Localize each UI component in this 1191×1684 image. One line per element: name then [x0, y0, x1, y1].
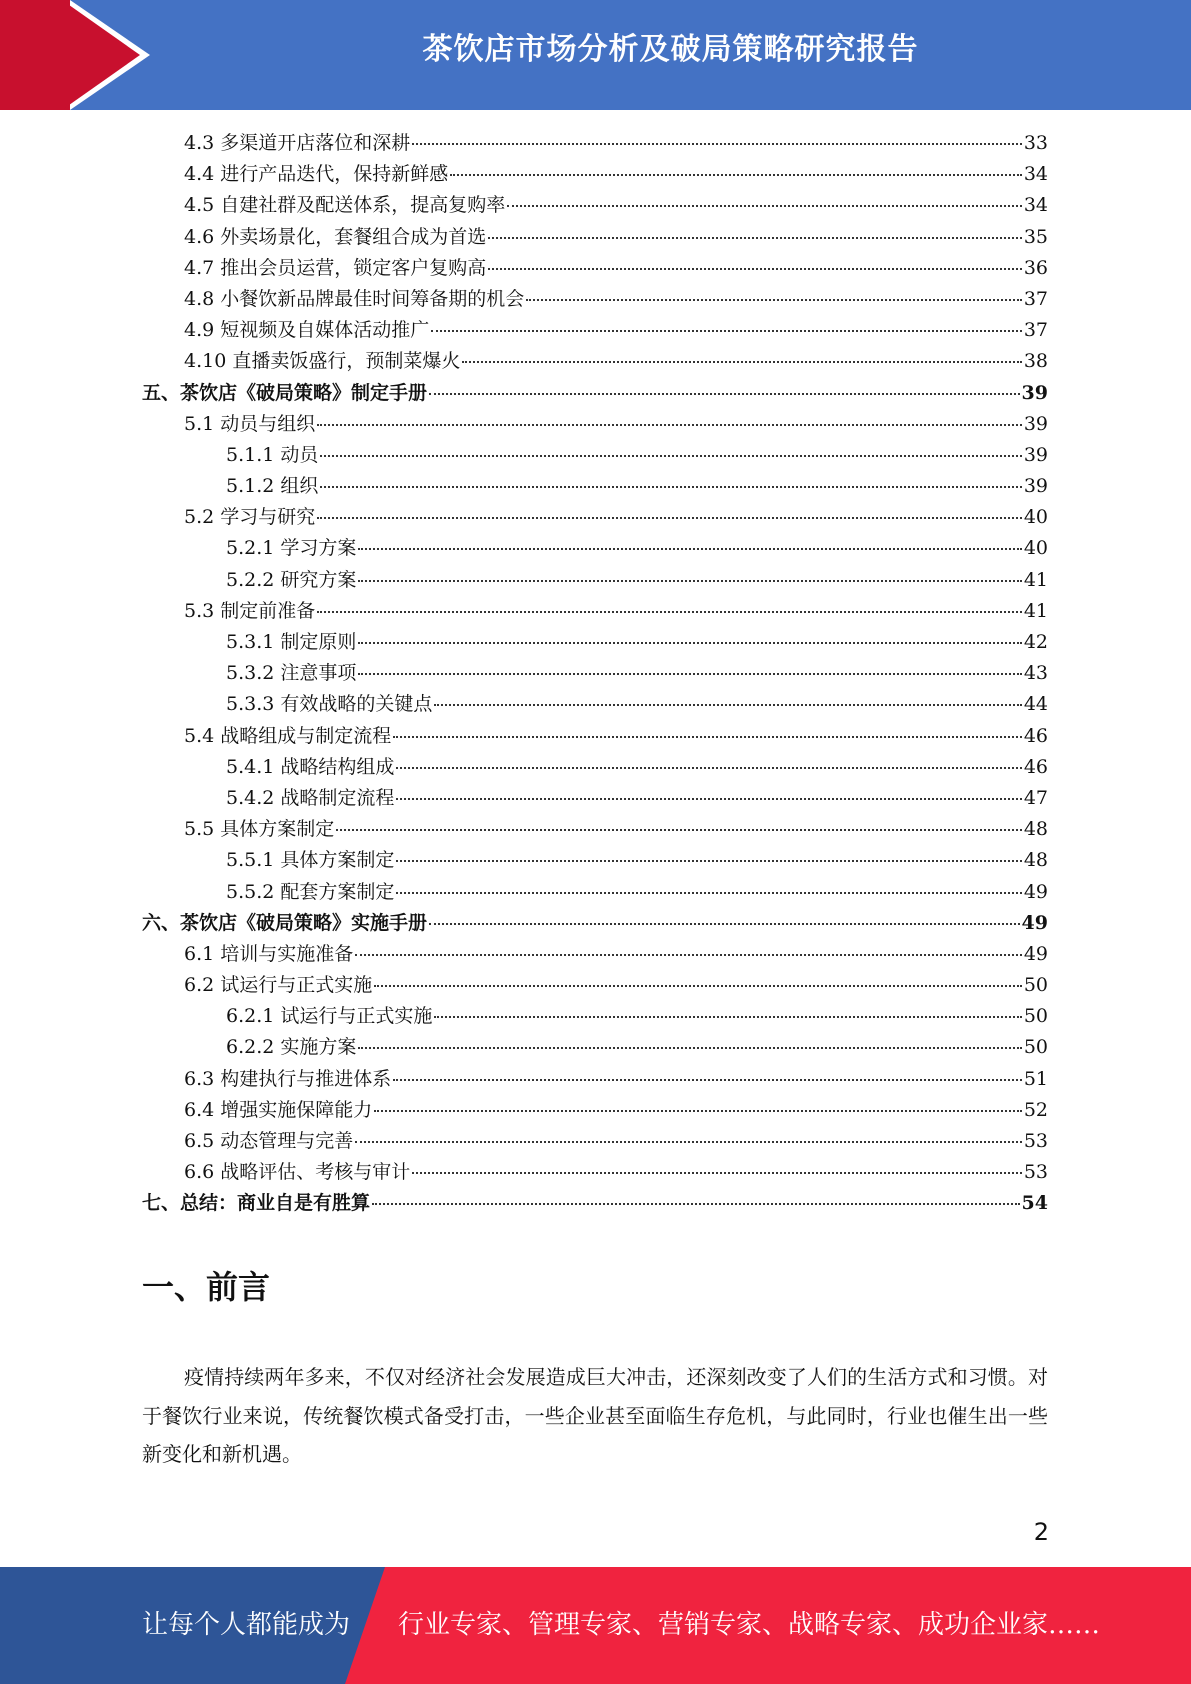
toc-leader-dots — [507, 205, 1022, 207]
document-title: 茶饮店市场分析及破局策略研究报告 — [422, 32, 919, 67]
toc-entry-title: 注意事项 — [280, 662, 357, 685]
toc-entry-title: 学习与研究 — [220, 506, 316, 529]
toc-leader-dots — [358, 642, 1021, 644]
toc-entry-page: 37 — [1023, 287, 1048, 310]
toc-leader-dots — [396, 892, 1021, 894]
toc-entry-title: 学习方案 — [280, 537, 357, 560]
toc-entry[interactable] — [142, 721, 1048, 752]
toc-entry-label — [184, 315, 429, 342]
toc-leader-dots — [358, 580, 1021, 582]
toc-leader-dots — [434, 1016, 1021, 1018]
toc-leader-dots — [317, 424, 1022, 426]
toc-entry-page: 48 — [1023, 849, 1048, 872]
toc-entry-title: 动员 — [280, 443, 319, 466]
toc-entry-number: 5.1.2 — [226, 475, 275, 498]
toc-entry-number: 5.4.1 — [226, 755, 275, 778]
toc-leader-dots — [336, 829, 1022, 831]
toc-entry-number: 4.6 — [184, 225, 215, 248]
toc-entry-title: 五、茶饮店《破局策略》制定手册 — [142, 381, 428, 404]
toc-entry-page: 39 — [1023, 412, 1048, 435]
toc-entry-label — [184, 502, 315, 529]
toc-entry[interactable] — [142, 346, 1048, 377]
toc-leader-dots — [372, 1203, 1020, 1205]
toc-entry-title: 自建社群及配送体系，提高复购率 — [220, 194, 506, 217]
toc-entry-number: 6.4 — [184, 1098, 215, 1121]
toc-entry-title: 具体方案制定 — [280, 849, 395, 872]
toc-entry-label — [184, 1157, 410, 1184]
toc-entry-label — [184, 814, 334, 841]
toc-entry-label — [184, 970, 372, 997]
toc-entry-label — [184, 596, 315, 623]
toc-entry-number: 4.4 — [184, 163, 215, 186]
toc-entry-number: 4.8 — [184, 287, 215, 310]
toc-leader-dots — [412, 1172, 1022, 1174]
toc-entry-title: 战略结构组成 — [280, 755, 395, 778]
toc-entry-page: 40 — [1023, 506, 1048, 529]
page-header — [0, 0, 1191, 110]
toc-leader-dots — [358, 1047, 1021, 1049]
toc-leader-dots — [320, 455, 1021, 457]
toc-entry-label — [226, 471, 318, 498]
toc-entry-page: 51 — [1023, 1067, 1048, 1090]
header-red-block — [0, 0, 70, 110]
toc-entry[interactable] — [142, 596, 1048, 627]
toc-entry[interactable] — [142, 845, 1048, 876]
toc-entry-title: 小餐饮新品牌最佳时间筹备期的机会 — [220, 287, 525, 310]
toc-entry-page: 38 — [1023, 350, 1048, 373]
toc-entry-number: 6.2.1 — [226, 1005, 275, 1028]
toc-leader-dots — [434, 704, 1021, 706]
toc-entry[interactable] — [142, 440, 1048, 471]
toc-entry-title: 动态管理与完善 — [220, 1130, 354, 1152]
toc-leader-dots — [526, 299, 1022, 301]
toc-entry[interactable] — [142, 315, 1048, 346]
page-footer — [0, 1567, 1191, 1684]
toc-entry-label — [226, 1001, 432, 1028]
toc-leader-dots — [429, 393, 1020, 395]
header-chevron-red — [62, 0, 140, 110]
toc-entry-number: 5.3.3 — [226, 693, 275, 716]
toc-entry-number: 6.2.2 — [226, 1036, 275, 1059]
toc-entry[interactable] — [142, 128, 1048, 159]
toc-entry-title: 战略组成与制定流程 — [220, 724, 392, 747]
toc-leader-dots — [393, 1079, 1022, 1081]
section-heading: 一、前言 — [142, 1268, 271, 1306]
toc-entry-label — [226, 783, 394, 810]
toc-entry-title: 战略制定流程 — [280, 786, 395, 809]
toc-entry-title: 动员与组织 — [220, 412, 316, 435]
toc-entry[interactable] — [142, 284, 1048, 315]
toc-entry-number: 4.3 — [184, 132, 215, 154]
toc-leader-dots — [450, 174, 1022, 176]
toc-entry-title: 增强实施保障能力 — [220, 1098, 373, 1121]
toc-entry-title: 七、总结：商业自是有胜算 — [142, 1192, 371, 1215]
toc-entry[interactable] — [142, 939, 1048, 970]
toc-entry-title: 实施方案 — [280, 1036, 357, 1059]
toc-entry[interactable] — [142, 471, 1048, 502]
toc-entry[interactable] — [142, 658, 1048, 689]
toc-entry[interactable] — [142, 1126, 1048, 1157]
toc-leader-dots — [317, 611, 1022, 613]
toc-entry-number: 5.4.2 — [226, 786, 275, 809]
toc-entry-title: 研究方案 — [280, 568, 357, 591]
toc-entry[interactable] — [142, 627, 1048, 658]
toc-entry-page: 46 — [1023, 755, 1048, 778]
toc-entry[interactable] — [142, 565, 1048, 596]
toc-entry-label — [226, 689, 432, 716]
toc-entry-page: 33 — [1023, 132, 1048, 154]
toc-entry-number: 5.3.2 — [226, 662, 275, 685]
toc-entry[interactable] — [142, 1157, 1048, 1188]
toc-entry-label — [184, 346, 460, 373]
toc-leader-dots — [396, 767, 1021, 769]
toc-leader-dots — [431, 330, 1022, 332]
toc-entry-title: 制定前准备 — [220, 599, 316, 622]
toc-leader-dots — [488, 268, 1022, 270]
toc-entry-title: 多渠道开店落位和深耕 — [220, 132, 411, 154]
footer-slant — [345, 1567, 385, 1684]
toc-leader-dots — [317, 517, 1022, 519]
toc-entry[interactable] — [142, 1064, 1048, 1095]
toc-entry-number: 4.7 — [184, 256, 215, 279]
toc-entry-page: 50 — [1023, 1005, 1048, 1028]
toc-entry-page: 49 — [1021, 911, 1048, 934]
toc-entry[interactable] — [142, 970, 1048, 1001]
toc-entry-page: 40 — [1023, 537, 1048, 560]
toc-entry-title: 组织 — [280, 475, 319, 498]
toc-entry-number: 5.5.2 — [226, 880, 275, 903]
toc-leader-dots — [355, 1141, 1022, 1143]
toc-entry[interactable] — [142, 1095, 1048, 1126]
toc-entry-page: 46 — [1023, 724, 1048, 747]
toc-entry-label — [184, 409, 315, 436]
toc-entry[interactable] — [142, 502, 1048, 533]
toc-entry[interactable] — [142, 159, 1048, 190]
toc-entry-title: 构建执行与推进体系 — [220, 1067, 392, 1090]
toc-entry-page: 34 — [1023, 163, 1048, 186]
toc-entry-label — [226, 658, 356, 685]
toc-entry-page: 39 — [1023, 443, 1048, 466]
toc-entry[interactable] — [142, 689, 1048, 720]
toc-entry-label — [184, 284, 524, 311]
toc-entry-label — [142, 378, 427, 405]
toc-entry-page: 36 — [1023, 256, 1048, 279]
toc-entry-title: 外卖场景化，套餐组合成为首选 — [220, 225, 487, 248]
toc-entry-label — [226, 845, 394, 872]
toc-entry-page: 50 — [1023, 1036, 1048, 1059]
toc-leader-dots — [488, 237, 1022, 239]
toc-leader-dots — [358, 548, 1021, 550]
toc-entry-label — [184, 721, 391, 748]
toc-entry-title: 配套方案制定 — [280, 880, 395, 903]
toc-entry-number: 6.1 — [184, 942, 215, 965]
toc-entry-page: 39 — [1023, 475, 1048, 498]
toc-entry-label — [184, 1064, 391, 1091]
toc-leader-dots — [374, 985, 1022, 987]
toc-entry-number: 4.5 — [184, 194, 215, 217]
toc-entry-number: 5.2.1 — [226, 537, 275, 560]
toc-entry-label — [184, 159, 448, 186]
toc-entry-page: 52 — [1023, 1098, 1048, 1121]
toc-entry[interactable] — [142, 1188, 1048, 1219]
toc-entry-page: 44 — [1023, 693, 1048, 716]
toc-entry[interactable] — [142, 1032, 1048, 1063]
toc-entry-title: 短视频及自媒体活动推广 — [220, 319, 430, 342]
toc-entry-label — [226, 752, 394, 779]
footer-slogan-left: 让每个人都能成为 — [142, 1610, 351, 1640]
toc-entry-number: 6.3 — [184, 1067, 215, 1090]
toc-entry[interactable] — [142, 533, 1048, 564]
toc-entry-number: 5.1.1 — [226, 443, 275, 466]
toc-entry-label — [184, 253, 486, 280]
toc-entry-page: 47 — [1023, 786, 1048, 809]
toc-entry-label — [184, 222, 486, 249]
toc-entry-page: 50 — [1023, 974, 1048, 997]
toc-leader-dots — [462, 361, 1021, 363]
toc-entry-label — [184, 128, 410, 155]
toc-leader-dots — [429, 923, 1020, 925]
toc-entry-title: 有效战略的关键点 — [280, 693, 433, 716]
toc-entry[interactable] — [142, 378, 1048, 409]
toc-entry-label — [226, 440, 318, 467]
toc-entry-label — [226, 627, 356, 654]
toc-entry-number: 5.5.1 — [226, 849, 275, 872]
toc-entry-page: 43 — [1023, 662, 1048, 685]
toc-entry-page: 41 — [1023, 568, 1048, 591]
toc-entry-number: 5.3.1 — [226, 631, 275, 653]
toc-entry[interactable] — [142, 190, 1048, 221]
toc-entry-title: 进行产品迭代，保持新鲜感 — [220, 163, 449, 186]
toc-entry-page: 49 — [1023, 880, 1048, 903]
toc-entry-label — [184, 1126, 353, 1153]
toc-entry-number: 5.1 — [184, 412, 215, 435]
toc-entry-number: 5.4 — [184, 724, 215, 747]
toc-entry-label — [226, 877, 394, 904]
toc-entry-page: 39 — [1021, 381, 1048, 404]
toc-entry-page: 41 — [1023, 599, 1048, 622]
section-paragraph: 疫情持续两年多来，不仅对经济社会发展造成巨大冲击，还深刻改变了人们的生活方式和习惯。对于餐饮行业来说，传统餐饮模式备受打击，一些企业甚至面临生存危机，与此同时，行业也催生出一些新变化和新机遇。 — [142, 1365, 1048, 1466]
toc-entry-page: 42 — [1023, 631, 1048, 653]
toc-leader-dots — [358, 673, 1021, 675]
toc-entry-title: 培训与实施准备 — [220, 942, 354, 965]
toc-entry-title: 制定原则 — [280, 631, 357, 653]
toc-entry[interactable] — [142, 783, 1048, 814]
toc-entry-label — [184, 190, 505, 217]
toc-leader-dots — [412, 143, 1022, 145]
toc-entry-title: 直播卖饭盛行，预制菜爆火 — [232, 350, 461, 373]
toc-entry-title: 六、茶饮店《破局策略》实施手册 — [142, 911, 428, 934]
toc-leader-dots — [320, 486, 1021, 488]
toc-entry-number: 4.9 — [184, 319, 215, 342]
toc-entry-number: 5.2 — [184, 506, 215, 529]
toc-leader-dots — [396, 798, 1021, 800]
toc-entry-page: 53 — [1023, 1130, 1048, 1152]
toc-entry-page: 54 — [1021, 1192, 1048, 1215]
toc-entry-label — [226, 533, 356, 560]
table-of-contents — [142, 128, 1048, 1220]
page-number: 2 — [1033, 1518, 1049, 1546]
toc-leader-dots — [393, 736, 1022, 738]
toc-entry[interactable] — [142, 814, 1048, 845]
toc-entry-label — [184, 939, 353, 966]
toc-entry[interactable] — [142, 222, 1048, 253]
toc-entry-title: 推出会员运营，锁定客户复购高 — [220, 256, 487, 279]
toc-entry-number: 6.5 — [184, 1130, 215, 1152]
toc-entry[interactable] — [142, 908, 1048, 939]
toc-entry-number: 5.3 — [184, 599, 215, 622]
toc-entry-label — [142, 1188, 370, 1215]
toc-entry-number: 5.5 — [184, 818, 215, 841]
toc-entry-label — [226, 1032, 356, 1059]
toc-entry-label — [226, 565, 356, 592]
toc-entry[interactable] — [142, 877, 1048, 908]
toc-entry-page: 53 — [1023, 1161, 1048, 1184]
toc-entry-number: 6.6 — [184, 1161, 215, 1184]
toc-entry-page: 48 — [1023, 818, 1048, 841]
toc-entry[interactable] — [142, 752, 1048, 783]
toc-entry-number: 6.2 — [184, 974, 215, 997]
toc-entry-title: 战略评估、考核与审计 — [220, 1161, 411, 1184]
toc-entry-page: 34 — [1023, 194, 1048, 217]
toc-entry-label — [142, 908, 427, 935]
footer-slogan-right: 行业专家、管理专家、营销专家、战略专家、成功企业家…… — [398, 1610, 1101, 1640]
toc-entry-number: 4.10 — [184, 350, 227, 373]
toc-entry-title: 试运行与正式实施 — [280, 1005, 433, 1028]
toc-leader-dots — [396, 860, 1021, 862]
toc-entry-page: 35 — [1023, 225, 1048, 248]
toc-entry-title: 试运行与正式实施 — [220, 974, 373, 997]
toc-entry-title: 具体方案制定 — [220, 818, 335, 841]
toc-leader-dots — [374, 1110, 1022, 1112]
toc-entry[interactable] — [142, 409, 1048, 440]
toc-leader-dots — [355, 954, 1022, 956]
toc-entry[interactable] — [142, 253, 1048, 284]
toc-entry-page: 37 — [1023, 319, 1048, 342]
toc-entry-page: 49 — [1023, 942, 1048, 965]
toc-entry[interactable] — [142, 1001, 1048, 1032]
toc-entry-label — [184, 1095, 372, 1122]
toc-entry-number: 5.2.2 — [226, 568, 275, 591]
